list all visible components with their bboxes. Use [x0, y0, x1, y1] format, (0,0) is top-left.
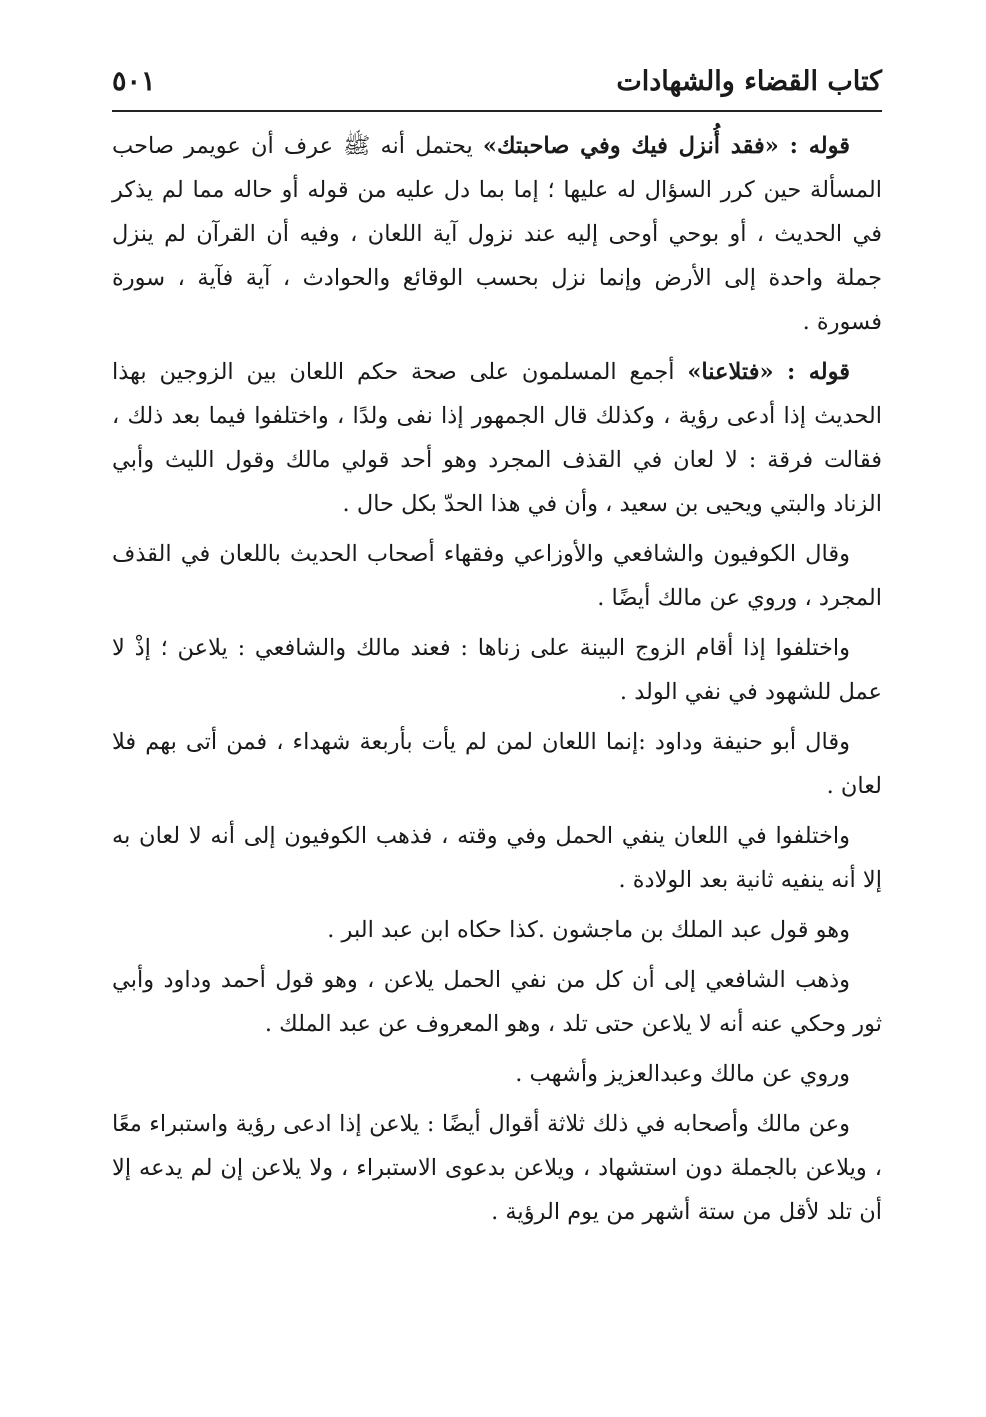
- header-divider: [112, 110, 882, 112]
- paragraph-text: واختلفوا إذا أقام الزوج البينة على زناها : فعند مالك والشافعي : يلاعن ؛ إذْ لا عمل للشهود في نفي الولد .: [112, 635, 882, 705]
- paragraph-lead: قوله : «فتلاعنا»: [687, 359, 851, 385]
- paragraph-text: وروي عن مالك وعبدالعزيز وأشهب .: [515, 1061, 850, 1087]
- paragraph-text: يحتمل أنه ﷺ عرف أن عويمر صاحب المسألة حين كرر السؤال له عليها ؛ إما بما دل عليه من قوله أو حاله مما لم يذكر في الحديث ، أو بوحي أوحى إليه عند نزول آية اللعان ، وفيه أن القرآن لم ينزل جملة واحدة إلى الأرض وإنما نزل بحسب الوقائع والحوادث ، آية فآية ، سورة فسورة .: [112, 133, 882, 335]
- paragraph-text: وهو قول عبد الملك بن ماجشون .كذا حكاه ابن عبد البر .: [327, 917, 850, 943]
- paragraph: [112, 908, 882, 958]
- page-body: [112, 124, 882, 1240]
- paragraph: [112, 350, 882, 532]
- paragraph: [112, 1102, 882, 1240]
- paragraph: [112, 814, 882, 908]
- paragraph-text: وقال أبو حنيفة وداود :إنما اللعان لمن لم يأت بأربعة شهداء ، فمن أتى بهم فلا لعان .: [112, 729, 882, 799]
- paragraph: [112, 626, 882, 720]
- paragraph-text: وذهب الشافعي إلى أن كل من نفي الحمل يلاعن ، وهو قول أحمد وداود وأبي ثور وحكي عنه أنه لا يلاعن حتى تلد ، وهو المعروف عن عبد الملك .: [112, 967, 882, 1037]
- chapter-title: كتاب القضاء والشهادات: [616, 66, 882, 97]
- paragraph: [112, 532, 882, 626]
- running-header: [112, 62, 882, 106]
- paragraph-text: وعن مالك وأصحابه في ذلك ثلاثة أقوال أيضًا : يلاعن إذا ادعى رؤية واستبراء معًا ، ويلاعن بالجملة دون استشهاد ، ويلاعن بدعوى الاستبراء ، ولا يلاعن إن لم يدعه إلا أن تلد لأقل من ستة أشهر من يوم الرؤية .: [112, 1111, 882, 1225]
- paragraph: [112, 958, 882, 1052]
- page-number: ٥٠١: [112, 66, 156, 97]
- paragraph: [112, 124, 882, 350]
- paragraph-lead: قوله : «فقد أُنزل فيك وفي صاحبتك»: [482, 133, 850, 159]
- paragraph-text: واختلفوا في اللعان ينفي الحمل وفي وقته ، فذهب الكوفيون إلى أنه لا لعان به إلا أنه ينفيه ثانية بعد الولادة .: [112, 823, 882, 893]
- paragraph: [112, 720, 882, 814]
- paragraph-text: وقال الكوفيون والشافعي والأوزاعي وفقهاء أصحاب الحديث باللعان في القذف المجرد ، وروي عن مالك أيضًا .: [112, 541, 882, 611]
- paragraph: [112, 1052, 882, 1102]
- paragraph-text: أجمع المسلمون على صحة حكم اللعان بين الزوجين بهذا الحديث إذا أدعى رؤية ، وكذلك قال الجمهور إذا نفى ولدًا ، واختلفوا فيما بعد ذلك ، فقالت فرقة : لا لعان في القذف المجرد وهو أحد قولي مالك وقول الليث وأبي الزناد والبتي ويحيى بن سعيد ، وأن في هذا الحدّ بكل حال .: [112, 359, 882, 517]
